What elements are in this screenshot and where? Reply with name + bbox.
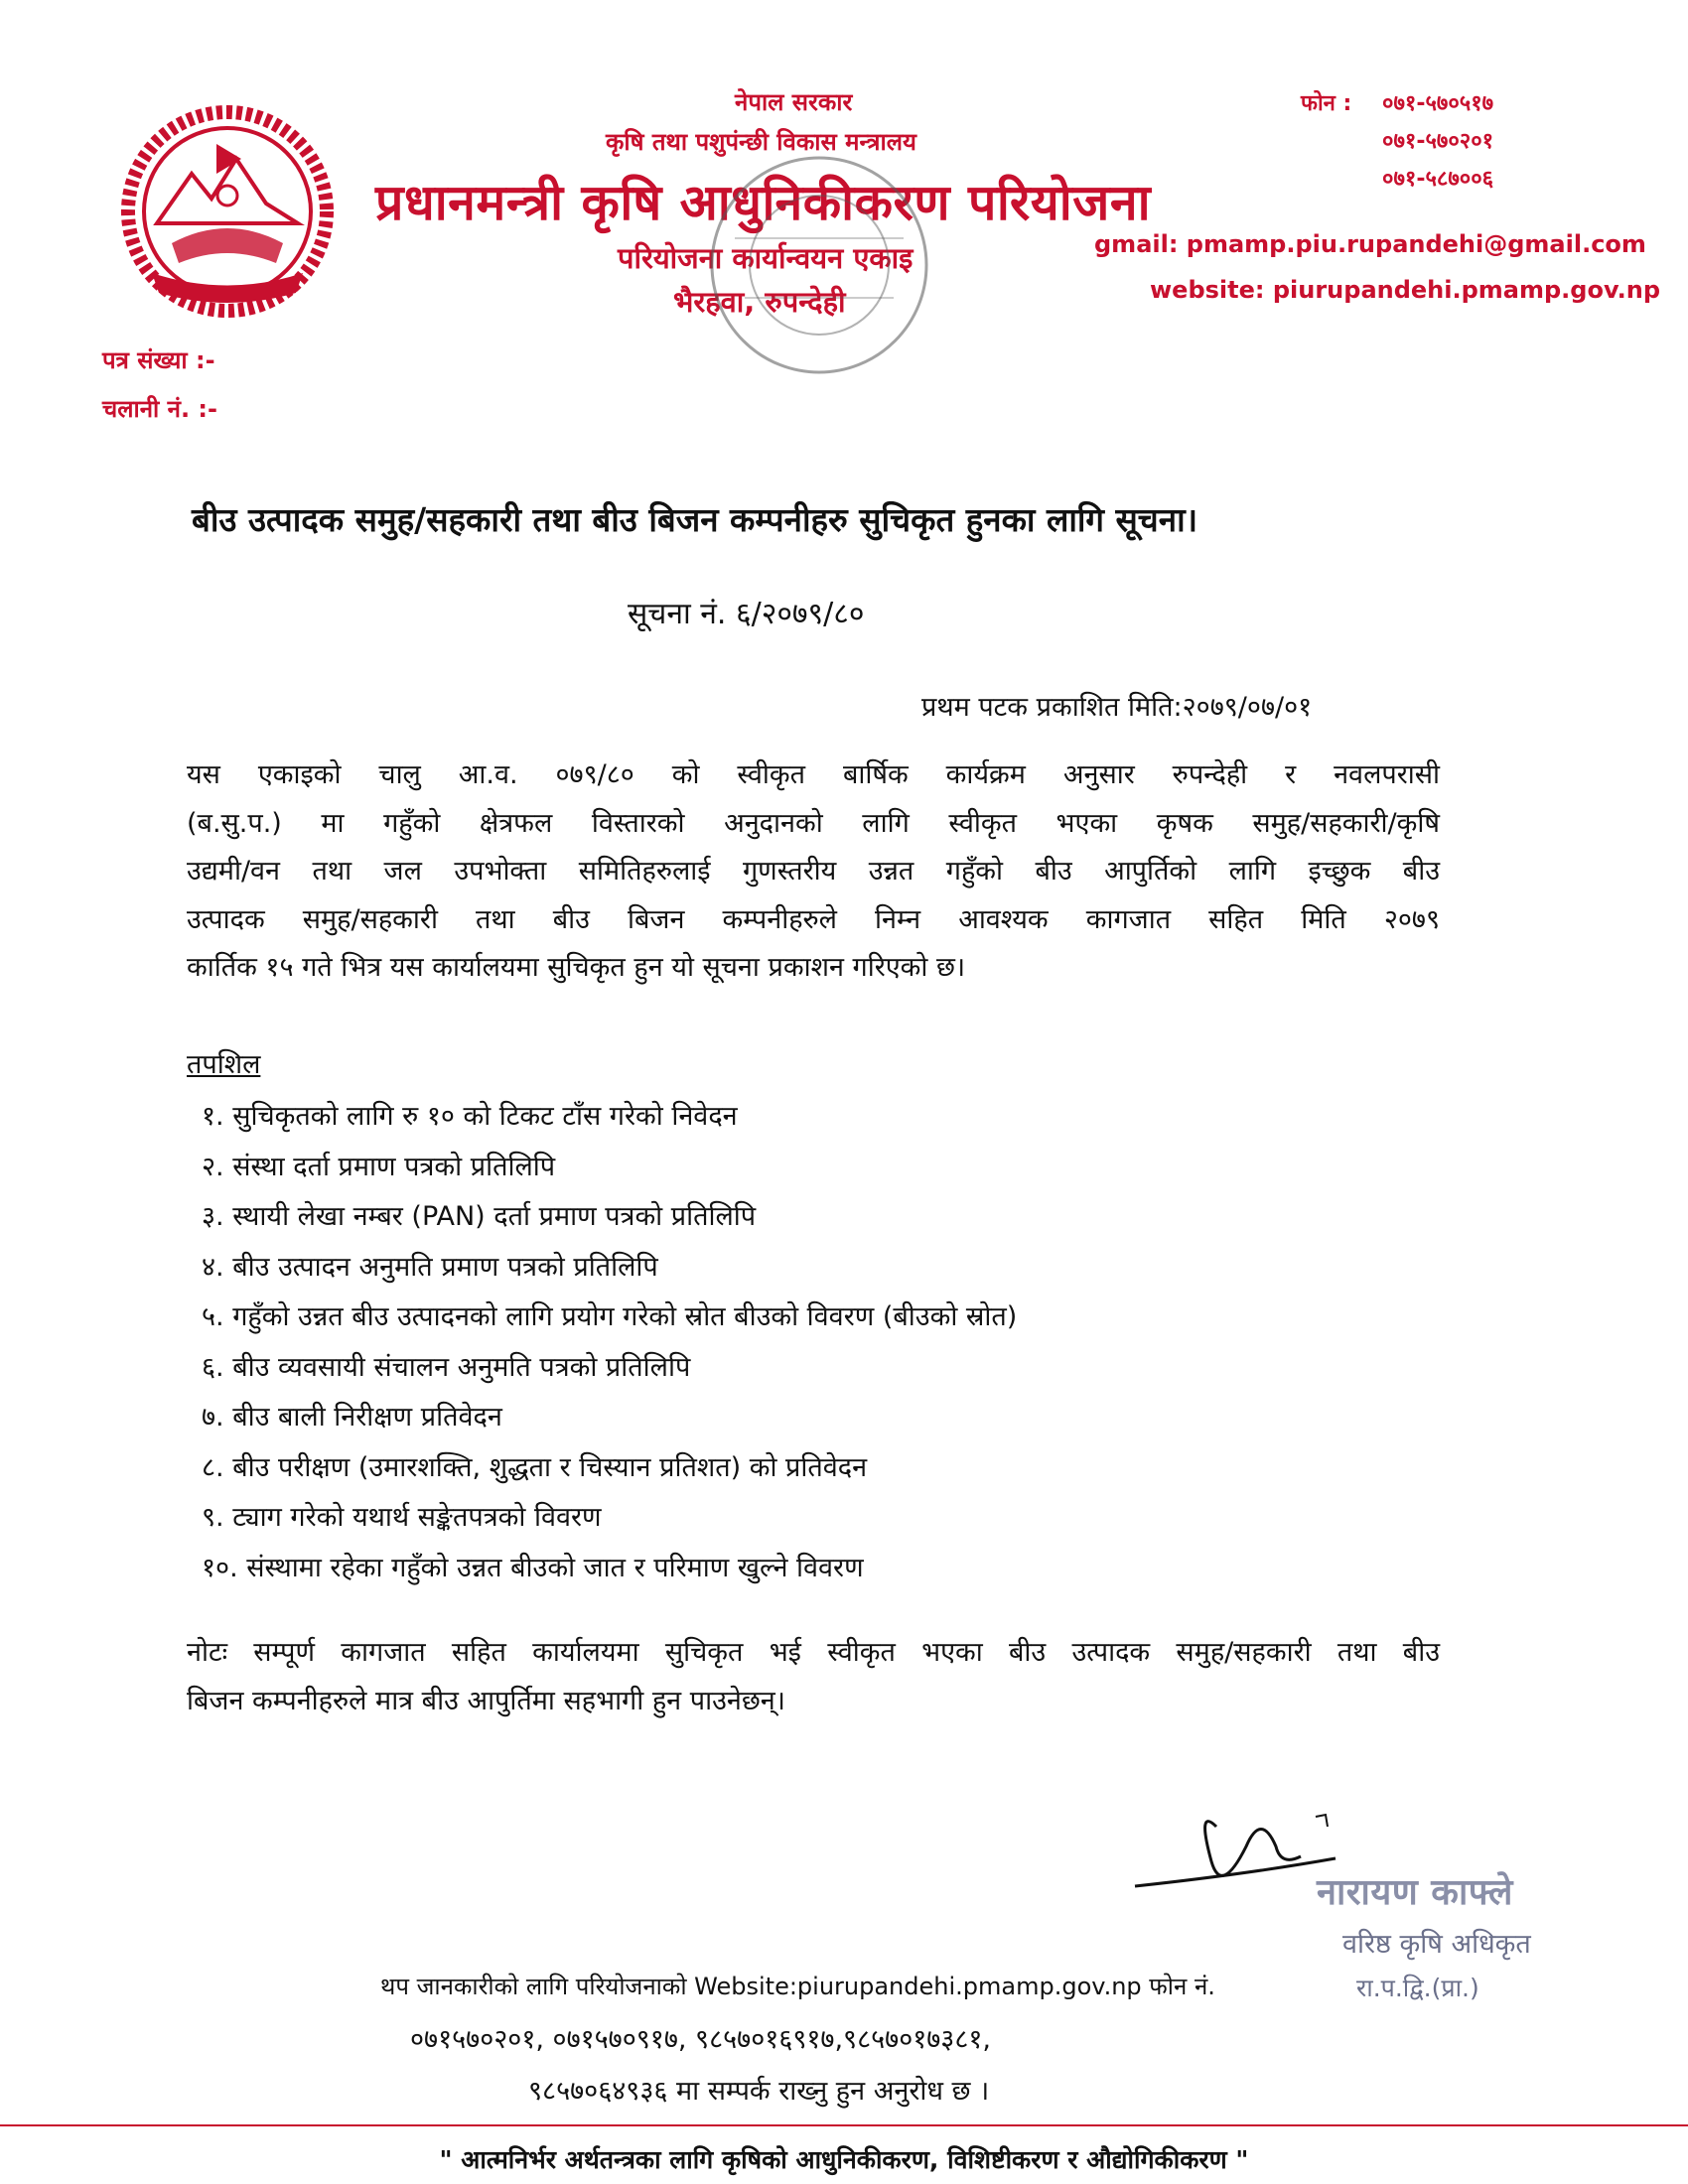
body-line: कार्तिक १५ गते भित्र यस कार्यालयमा सुचिकृत हुन यो सूचना प्रकाशन गरिएको छ। (187, 952, 966, 983)
signer-name: नारायण काफ्ले (1317, 1872, 1513, 1913)
body-line: (ब.सु.प.) मा गहुँको क्षेत्रफल विस्तारको अनुदानको लागि स्वीकृत भएका कृषक समुह/सहकारी/कृषि (187, 807, 1440, 839)
notice-number: सूचना नं. ६/२०७९/८० (628, 597, 865, 631)
phone-number: ०७१-५७०५१७ (1382, 91, 1494, 116)
website-address: website: piurupandehi.pmamp.gov.np (1150, 276, 1661, 304)
letter-number-label: पत्र संख्या :- (102, 346, 215, 374)
official-stamp-icon (695, 149, 943, 382)
phone-number: ०७१-५७०२०१ (1382, 129, 1494, 154)
unit-name: परियोजना कार्यान्वयन एकाइ (618, 241, 914, 275)
list-item: ९. ट्याग गरेको यथार्थ सङ्केतपत्रको विवरण (202, 1502, 602, 1533)
phone-label: फोन : (1301, 91, 1352, 116)
list-item: ५. गहुँको उन्नत बीउ उत्पादनको लागि प्रयोग गरेको स्रोत बीउको विवरण (बीउको स्रोत) (202, 1301, 1018, 1332)
signer-class: रा.प.द्वि.(प्रा.) (1356, 1974, 1479, 2002)
publish-date: प्रथम पटक प्रकाशित मिति:२०७९/०७/०१ (921, 692, 1313, 723)
contact-line: थप जानकारीको लागि परियोजनाको Website:piurupandehi.pmamp.gov.np फोन नं. (380, 1973, 1215, 2000)
list-item: ८. बीउ परीक्षण (उमारशक्ति, शुद्धता र चिस्यान प्रतिशत) को प्रतिवेदन (202, 1451, 868, 1483)
note-line: नोटः सम्पूर्ण कागजात सहित कार्यालयमा सुचिकृत भई स्वीकृत भएका बीउ उत्पादक समुह/सहकारी तथा बीउ (187, 1637, 1440, 1668)
phone-number: ०७१-५८७००६ (1382, 167, 1494, 192)
list-heading: तपशिल (187, 1049, 261, 1080)
list-item: ३. स्थायी लेखा नम्बर (PAN) दर्ता प्रमाण पत्रको प्रतिलिपि (202, 1201, 757, 1232)
footer-slogan: " आत्मनिर्भर अर्थतन्त्रका लागि कृषिको आधुनिकीकरण, विशिष्टीकरण र औद्योगिकीकरण " (439, 2145, 1249, 2174)
document-list (202, 1092, 1017, 1593)
list-item: १. सुचिकृतको लागि रु १० को टिकट टाँस गरेको निवेदन (202, 1101, 738, 1132)
ministry-name: कृषि तथा पशुपंन्छी विकास मन्त्रालय (606, 128, 916, 156)
nepal-emblem-icon (117, 104, 338, 318)
government-name: नेपाल सरकार (735, 88, 853, 116)
list-item: २. संस्था दर्ता प्रमाण पत्रको प्रतिलिपि (202, 1151, 556, 1182)
office-location: भैरहवा, रुपन्देही (673, 285, 846, 319)
list-item: ६. बीउ व्यवसायी संचालन अनुमति पत्रको प्रतिलिपि (202, 1351, 691, 1383)
notice-subject: बीउ उत्पादक समुह/सहकारी तथा बीउ बिजन कम्पनीहरु सुचिकृत हुनका लागि सूचना। (192, 500, 1198, 539)
note-line: बिजन कम्पनीहरुले मात्र बीउ आपुर्तिमा सहभागी हुन पाउनेछन्। (187, 1686, 785, 1716)
contact-line: ०७१५७०२०१, ०७१५७०९१७, ९८५७०१६९१७,९८५७०१७३८१, (410, 2024, 992, 2055)
body-line: उद्यमी/वन तथा जल उपभोक्ता समितिहरुलाई गुणस्तरीय उन्नत गहुँको बीउ आपुर्तिको लागि इच्छुक बीउ (187, 856, 1440, 887)
notice-body (187, 751, 1440, 993)
list-item: ४. बीउ उत्पादन अनुमति प्रमाण पत्रको प्रतिलिपि (202, 1251, 658, 1283)
contact-line: ९८५७०६४९३६ मा सम्पर्क राख्नु हुन अनुरोध छ । (528, 2076, 990, 2107)
phone-block (1301, 85, 1493, 199)
list-item: १०. संस्थामा रहेका गहुँको उन्नत बीउको जात र परिमाण खुल्ने विवरण (202, 1552, 864, 1583)
body-line: उत्पादक समुह/सहकारी तथा बीउ बिजन कम्पनीहरुले निम्न आवश्यक कागजात सहित मिति २०७९ (187, 903, 1440, 935)
email-address: gmail: pmamp.piu.rupandehi@gmail.com (1094, 230, 1646, 258)
footer-divider (0, 2124, 1688, 2126)
dispatch-number-label: चलानी नं. :- (102, 395, 217, 423)
body-line: यस एकाइको चालु आ.व. ०७९/८० को स्वीकृत बार्षिक कार्यक्रम अनुसार रुपन्देही र नवलपरासी (187, 759, 1440, 790)
signer-title: वरिष्ठ कृषि अधिकृत (1342, 1929, 1531, 1960)
list-item: ७. बीउ बाली निरीक्षण प्रतिवेदन (202, 1402, 502, 1433)
notice-note (187, 1628, 1440, 1725)
project-name: प्रधानमन्त्री कृषि आधुनिकीकरण परियोजना (375, 174, 1152, 231)
